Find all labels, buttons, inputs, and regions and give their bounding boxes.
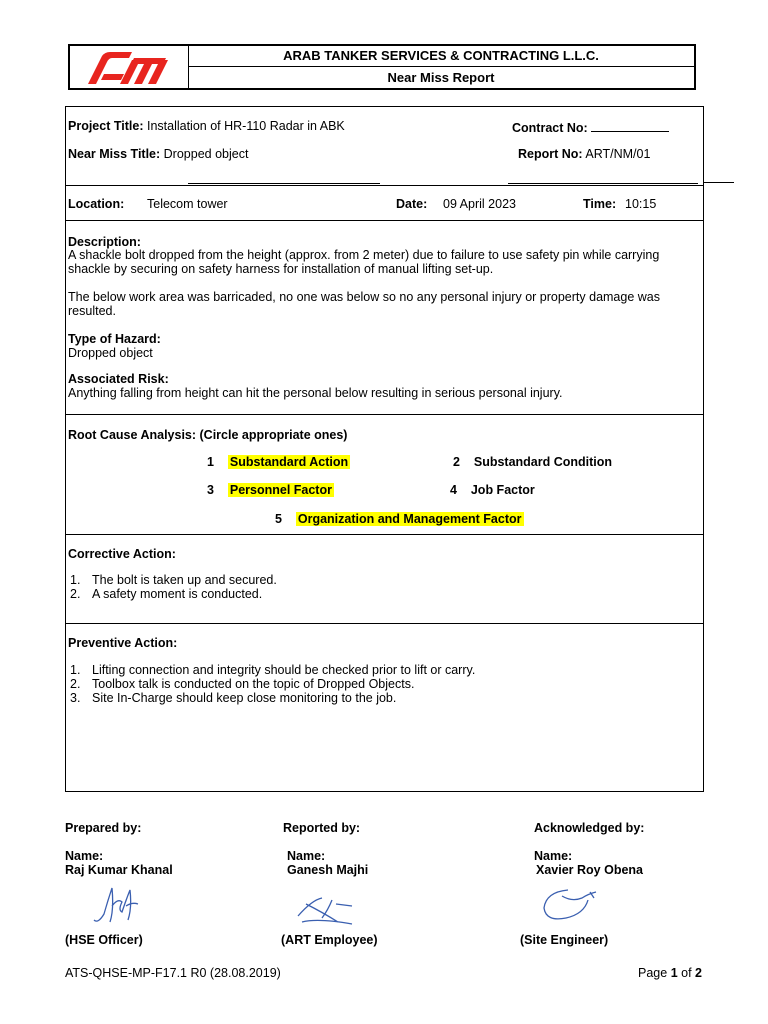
acknowledged-signature: [538, 884, 604, 926]
logo-cell: [70, 46, 189, 88]
acknowledged-name: Xavier Roy Obena: [536, 863, 643, 877]
root-cause-option-label: Personnel Factor: [229, 483, 332, 497]
root-cause-option: 3 Personnel Factor: [207, 483, 332, 497]
report-title: Near Miss Report: [387, 70, 495, 85]
date-label: Date:: [396, 197, 428, 211]
risk-label: Associated Risk:: [68, 372, 169, 386]
near-miss-title-label: Near Miss Title:: [68, 147, 161, 161]
acknowledged-role: (Site Engineer): [520, 933, 609, 947]
contract-blank: [591, 119, 669, 132]
document-header: [68, 44, 696, 90]
report-no-field: [518, 147, 650, 161]
root-cause-option: 4 Job Factor: [450, 483, 535, 497]
project-title-label: Project Title:: [68, 119, 144, 133]
root-cause-option: 5 Organization and Management Factor: [275, 512, 522, 526]
divider: [66, 534, 703, 535]
acknowledged-name-label: Name:: [534, 849, 573, 863]
preventive-item: 2. Toolbox talk is conducted on the topic of Dropped Objects.: [70, 677, 415, 691]
root-cause-heading: Root Cause Analysis: (Circle appropriate ones): [68, 428, 348, 442]
prepared-signature: [88, 880, 148, 928]
prepared-role: (HSE Officer): [65, 933, 143, 947]
reported-signature: [292, 890, 364, 930]
acknowledged-heading: Acknowledged by:: [534, 821, 645, 835]
root-cause-option-label: Job Factor: [470, 483, 535, 497]
root-cause-option: 2 Substandard Condition: [453, 455, 613, 469]
root-cause-option-label: Organization and Management Factor: [297, 512, 522, 526]
root-cause-option-label: Substandard Action: [229, 455, 349, 469]
company-logo: [70, 46, 188, 88]
company-name: ARAB TANKER SERVICES & CONTRACTING L.L.C.: [188, 46, 694, 67]
near-miss-title-value: Dropped object: [163, 147, 249, 161]
risk-value: Anything falling from height can hit the personal below resulting in serious personal injury.: [68, 386, 563, 400]
divider: [66, 185, 703, 186]
corrective-item: 2. A safety moment is conducted.: [70, 587, 263, 601]
contract-field: [512, 119, 669, 135]
underline-left: [188, 183, 380, 184]
reported-name-label: Name:: [287, 849, 326, 863]
corrective-label: Corrective Action:: [68, 547, 176, 561]
description-text-2: The below work area was barricaded, no one was below so no any personal injury or property damage was resulted.: [68, 290, 660, 318]
underline-right-extension: [704, 182, 734, 183]
location-value: Telecom tower: [147, 197, 228, 211]
near-miss-title-field: [68, 147, 248, 161]
reported-name: Ganesh Majhi: [287, 863, 369, 877]
corrective-item: 1. The bolt is taken up and secured.: [70, 573, 277, 587]
prepared-heading: Prepared by:: [65, 821, 142, 835]
hazard-label: Type of Hazard:: [68, 332, 161, 346]
reported-heading: Reported by:: [283, 821, 361, 835]
preventive-item: 3. Site In-Charge should keep close monitoring to the job.: [70, 691, 397, 705]
hazard-value: Dropped object: [68, 346, 153, 360]
root-cause-option-label: Substandard Condition: [473, 455, 613, 469]
document-code: ATS-QHSE-MP-F17.1 R0 (28.08.2019): [65, 966, 281, 980]
description-label: Description:: [68, 235, 141, 249]
preventive-label: Preventive Action:: [68, 636, 178, 650]
underline-right: [508, 183, 698, 184]
report-no-value: ART/NM/01: [585, 147, 651, 161]
contract-label: Contract No:: [512, 121, 588, 135]
reported-role: (ART Employee): [281, 933, 378, 947]
location-label: Location:: [68, 197, 125, 211]
project-title-value: Installation of HR-110 Radar in ABK: [146, 119, 345, 133]
date-value: 09 April 2023: [443, 197, 516, 211]
report-no-label: Report No:: [518, 147, 583, 161]
divider: [66, 414, 703, 415]
description-text-1: A shackle bolt dropped from the height (approx. from 2 meter) due to failure to use safety pin while carrying shackle by securing on safety harness for installation of manual lifting set-up.: [68, 248, 660, 276]
report-body: [65, 106, 704, 792]
preventive-item: 1. Lifting connection and integrity should be checked prior to lift or carry.: [70, 663, 476, 677]
prepared-name: Raj Kumar Khanal: [65, 863, 173, 877]
divider: [66, 623, 703, 624]
page-number: Page 1 of 2: [638, 966, 702, 980]
divider: [66, 220, 703, 221]
root-cause-option: 1 Substandard Action: [207, 455, 349, 469]
prepared-name-label: Name:: [65, 849, 104, 863]
project-title-field: [68, 119, 345, 133]
time-value: 10:15: [625, 197, 657, 211]
time-label: Time:: [583, 197, 617, 211]
